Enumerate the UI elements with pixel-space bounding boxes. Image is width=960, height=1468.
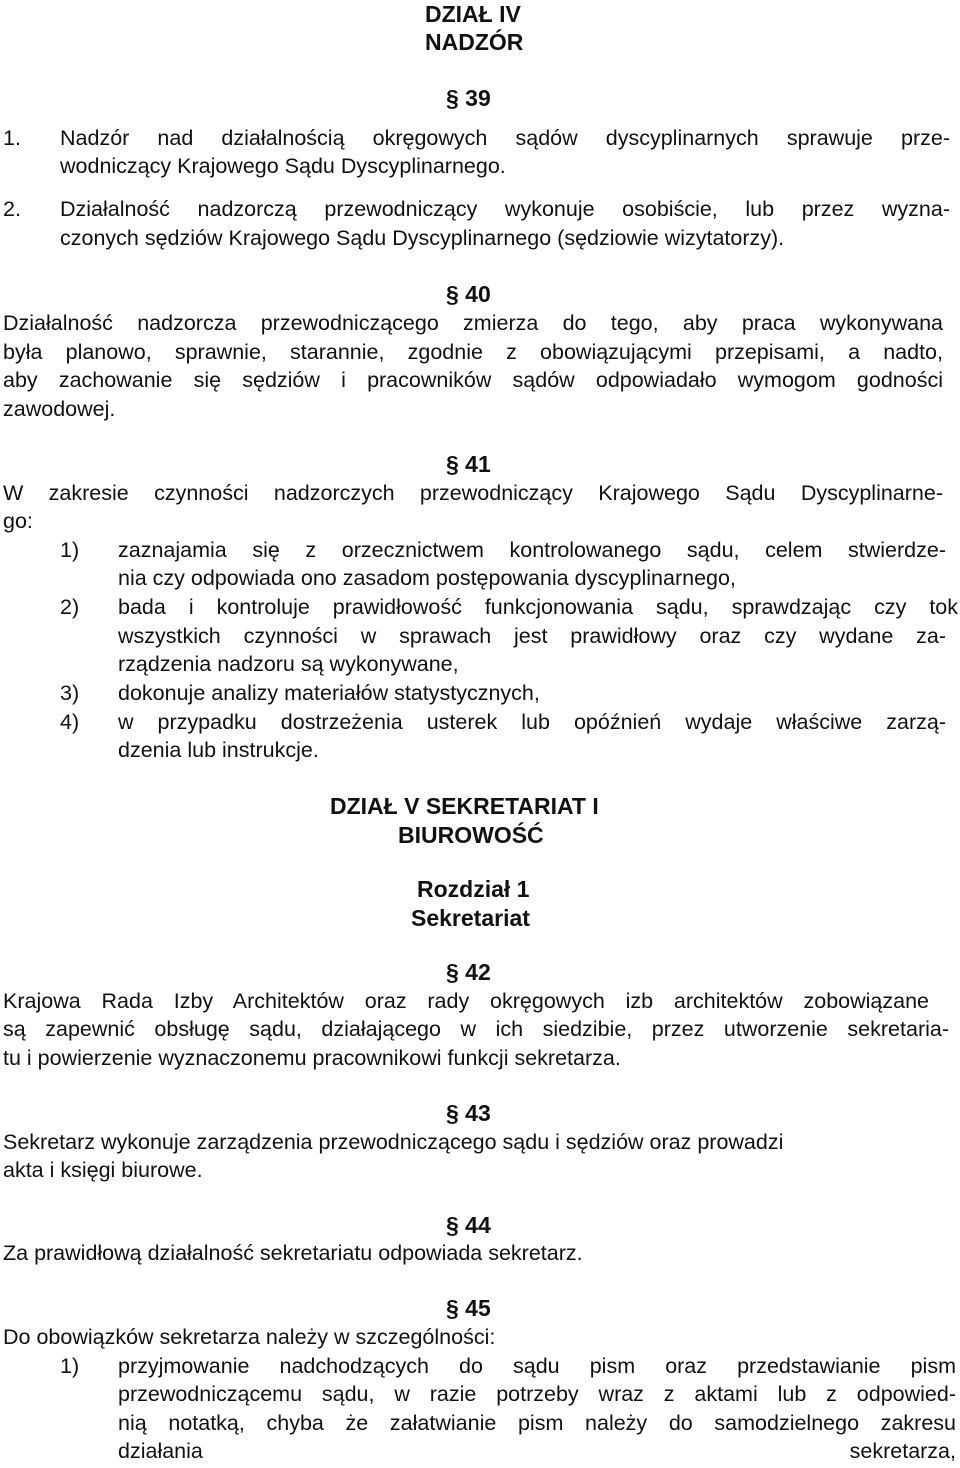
paragraph-line: są zapewnić obsługę sądu, działającego w ich siedzibie, przez utworzenie sekretaria- [3, 1017, 949, 1041]
paragraph-line: Do obowiązków sekretarza należy w szczególności: [3, 1325, 496, 1349]
section-title: DZIAŁ IV [425, 1, 521, 27]
list-item-line: działania [118, 1439, 203, 1463]
list-number: 3) [60, 681, 80, 705]
paragraph-line: zawodowej. [3, 397, 116, 421]
item-number: 1. [3, 126, 21, 150]
paragraph-line: wodniczący Krajowego Sądu Dyscyplinarnego. [60, 154, 506, 178]
paragraph-line: W zakresie czynności nadzorczych przewodniczący Krajowego Sądu Dyscyplinarne- [3, 481, 943, 505]
list-item-line: wszystkich czynności w sprawach jest prawidłowy oraz czy wydane za- [118, 624, 946, 648]
chapter-title: Rozdział 1 [417, 876, 530, 902]
paragraph-line: go: [3, 509, 33, 533]
paragraph-line: aby zachowanie się sędziów i pracowników sądów odpowiadało wymogom godności [3, 368, 943, 392]
list-item-line: przyjmowanie nadchodzących do sądu pism oraz przedstawianie pism [118, 1354, 956, 1378]
list-item-line: rządzenia nadzoru są wykonywane, [118, 652, 459, 676]
paragraph-line: Działalność nadzorcza przewodniczącego zmierza do tego, aby praca wykonywana [3, 311, 943, 335]
paragraph-line: tu i powierzenie wyznaczonemu pracownikowi funkcji sekretarza. [3, 1046, 621, 1070]
paragraph-line: Za prawidłową działalność sekretariatu odpowiada sekretarz. [3, 1241, 583, 1265]
list-item-line: sekretarza, [849, 1439, 956, 1463]
paragraph-line: czonych sędziów Krajowego Sądu Dyscyplinarnego (sędziowie wizytatorzy). [60, 226, 785, 250]
list-number: 1) [60, 538, 80, 562]
list-item-line: dzenia lub instrukcje. [118, 738, 319, 762]
paragraph-heading: § 43 [446, 1100, 491, 1126]
list-item-line: dokonuje analizy materiałów statystycznych, [118, 681, 540, 705]
list-item-line: w przypadku dostrzeżenia usterek lub opóźnień wydaje właściwe zarzą- [118, 710, 946, 734]
paragraph-line: akta i księgi biurowe. [3, 1158, 203, 1182]
section-title: DZIAŁ V SEKRETARIAT I [330, 793, 599, 819]
list-number: 4) [60, 710, 80, 734]
paragraph-line: była planowo, sprawnie, starannie, zgodnie z obowiązującymi przepisami, a nadto, [3, 340, 943, 364]
list-item-line: bada i kontroluje prawidłowość funkcjonowania sądu, sprawdzając czy tok [118, 595, 958, 619]
list-item-line: nią notatką, chyba że załatwianie pism należy do samodzielnego zakresu [118, 1411, 956, 1435]
list-item-line: przewodniczącemu sądu, w razie potrzeby wraz z aktami lub z odpowied- [118, 1382, 956, 1406]
list-number: 2) [60, 595, 80, 619]
chapter-title: Sekretariat [411, 905, 530, 931]
paragraph-heading: § 44 [446, 1212, 491, 1238]
paragraph-line: Nadzór nad działalnością okręgowych sądów dyscyplinarnych sprawuje prze- [60, 126, 950, 150]
paragraph-heading: § 42 [446, 959, 491, 985]
paragraph-heading: § 41 [446, 451, 491, 477]
paragraph-line: Krajowa Rada Izby Architektów oraz rady okręgowych izb architektów zobowiązane [3, 989, 929, 1013]
section-title: BIUROWOŚĆ [398, 822, 544, 848]
list-number: 1) [60, 1354, 80, 1378]
list-item-line: zaznajamia się z orzecznictwem kontrolowanego sądu, celem stwierdze- [118, 538, 946, 562]
paragraph-heading: § 39 [446, 85, 491, 111]
item-number: 2. [3, 197, 21, 221]
list-item-line: nia czy odpowiada ono zasadom postępowania dyscyplinarnego, [118, 566, 736, 590]
paragraph-line: Działalność nadzorczą przewodniczący wykonuje osobiście, lub przez wyzna- [60, 197, 950, 221]
section-title: NADZÓR [425, 29, 524, 55]
paragraph-heading: § 40 [446, 281, 491, 307]
paragraph-line: Sekretarz wykonuje zarządzenia przewodniczącego sądu i sędziów oraz prowadzi [3, 1130, 784, 1154]
paragraph-heading: § 45 [446, 1295, 491, 1321]
